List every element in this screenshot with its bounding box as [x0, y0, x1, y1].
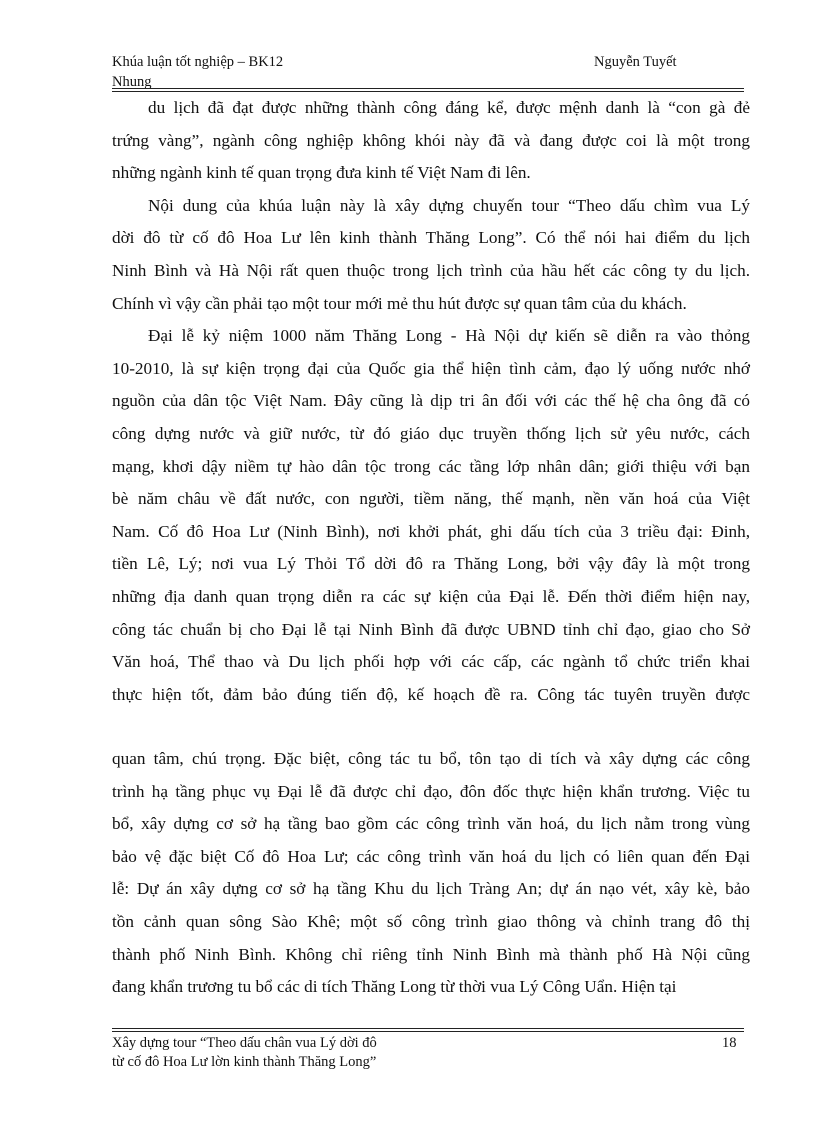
- page-number: 18: [722, 1035, 737, 1051]
- text-line: đang khẩn trương tu bổ các di tích Thăng Long từ thời vua Lý Công Uẩn. Hiện tại: [112, 977, 677, 997]
- text-line: Đại lễ kỷ niệm 1000 năm Thăng Long - Hà Nội dự kiến sẽ diễn ra vào thỏng: [148, 326, 750, 346]
- text-line: Văn hoá, Thể thao và Du lịch phối hợp với các cấp, các ngành tổ chức triển khai: [112, 652, 750, 672]
- header-author-name: Nguyễn Tuyết: [594, 54, 677, 70]
- text-line: quan tâm, chú trọng. Đặc biệt, công tác tu bổ, tôn tạo di tích và xây dựng các công: [112, 749, 750, 768]
- text-line: lễ: Dự án xây dựng cơ sở hạ tầng Khu du lịch Tràng An; dự án nạo vét, xây kè, bảo: [112, 879, 750, 899]
- text-line: thành phố Ninh Bình. Không chỉ riêng tỉnh Ninh Bình mà thành phố Hà Nội cũng: [112, 944, 750, 964]
- header-thesis-title: Khúa luận tốt nghiệp – BK12: [112, 54, 284, 70]
- text-line: Nam. Cố đô Hoa Lư (Ninh Bình), nơi khởi phát, ghi dấu tích của 3 triều đại: Đinh,: [112, 521, 750, 541]
- text-line: trứng vàng”, ngành công nghiệp không khói này đã và đang được coi là một trong: [112, 130, 750, 150]
- text-line: bè năm châu về đất nước, con người, tiềm năng, thế mạnh, nền văn hoá của Việt: [112, 489, 750, 509]
- text-line: Chính vì vậy cần phải tạo một tour mới mẻ thu hút được sự quan tâm của du khách.: [112, 293, 687, 313]
- footer-title-line2: từ cố đô Hoa Lư lờn kinh thành Thăng Long”: [112, 1054, 377, 1070]
- text-line: mạng, khơi dậy niềm tự hào dân tộc trong các tầng lớp nhân dân; giới thiệu với bạn: [112, 456, 750, 476]
- text-line: bổ, xây dựng cơ sở hạ tầng bao gồm các công trình văn hoá, du lịch nằm trong vùng: [112, 814, 750, 834]
- body-block-2: [112, 743, 750, 1004]
- text-line: trình hạ tầng phục vụ Đại lễ đã được chỉ đạo, đôn đốc thực hiện khẩn trương. Việc tu: [112, 781, 750, 801]
- text-line: Ninh Bình và Hà Nội rất quen thuộc trong lịch trình của hầu hết các công ty du lịch.: [112, 260, 750, 280]
- page-header: [112, 52, 744, 92]
- text-line: bảo vệ đặc biệt Cố đô Hoa Lư; các công trình văn hoá du lịch có liên quan đến Đại: [112, 846, 750, 866]
- text-line: 10-2010, là sự kiện trọng đại của Quốc gia thể hiện tình cảm, đạo lý uống nước nhớ: [112, 358, 750, 378]
- text-line: tiền Lê, Lý; nơi vua Lý Thỏi Tổ dời đô ra Thăng Long, bởi vậy đây là một trong: [112, 554, 750, 574]
- text-line: dời đô từ cố đô Hoa Lư lên kinh thành Thăng Long”. Có thể nói hai điểm du lịch: [112, 228, 750, 248]
- text-line: những ngành kinh tế quan trọng đưa kinh tế Việt Nam đi lên.: [112, 163, 531, 183]
- text-line: nguồn của dân tộc Việt Nam. Đây cũng là dịp tri ân đối với các thế hệ cha ông đã có: [112, 391, 750, 411]
- text-line: du lịch đã đạt được những thành công đáng kể, được mệnh danh là “con gà đẻ: [148, 98, 750, 117]
- text-line: thực hiện tốt, đảm bảo đúng tiến độ, kế hoạch đề ra. Công tác tuyên truyền được: [112, 684, 750, 704]
- footer-title: [112, 1034, 472, 1072]
- header-author-surname: Nhung: [112, 74, 152, 90]
- body-block-1: [112, 92, 750, 711]
- text-line: tồn cảnh quan sông Sào Khê; một số công trình giao thông và chỉnh trang đô thị: [112, 911, 750, 931]
- footer-title-line1: Xây dựng tour “Theo dấu chân vua Lý dời đô: [112, 1035, 377, 1051]
- footer-divider: [112, 1028, 744, 1032]
- text-line: công tác chuẩn bị cho Đại lễ tại Ninh Bình đã được UBND tỉnh chỉ đạo, giao cho Sở: [112, 619, 750, 639]
- text-line: công dựng nước và giữ nước, từ đó giáo dục truyền thống lịch sử yêu nước, cách: [112, 423, 750, 443]
- text-line: những địa danh quan trọng diễn ra các sự kiện của Đại lễ. Đến thời điểm hiện nay,: [112, 586, 750, 606]
- header-left: [112, 52, 352, 92]
- text-line: Nội dung của khúa luận này là xây dựng chuyến tour “Theo dấu chìm vua Lý: [148, 195, 750, 215]
